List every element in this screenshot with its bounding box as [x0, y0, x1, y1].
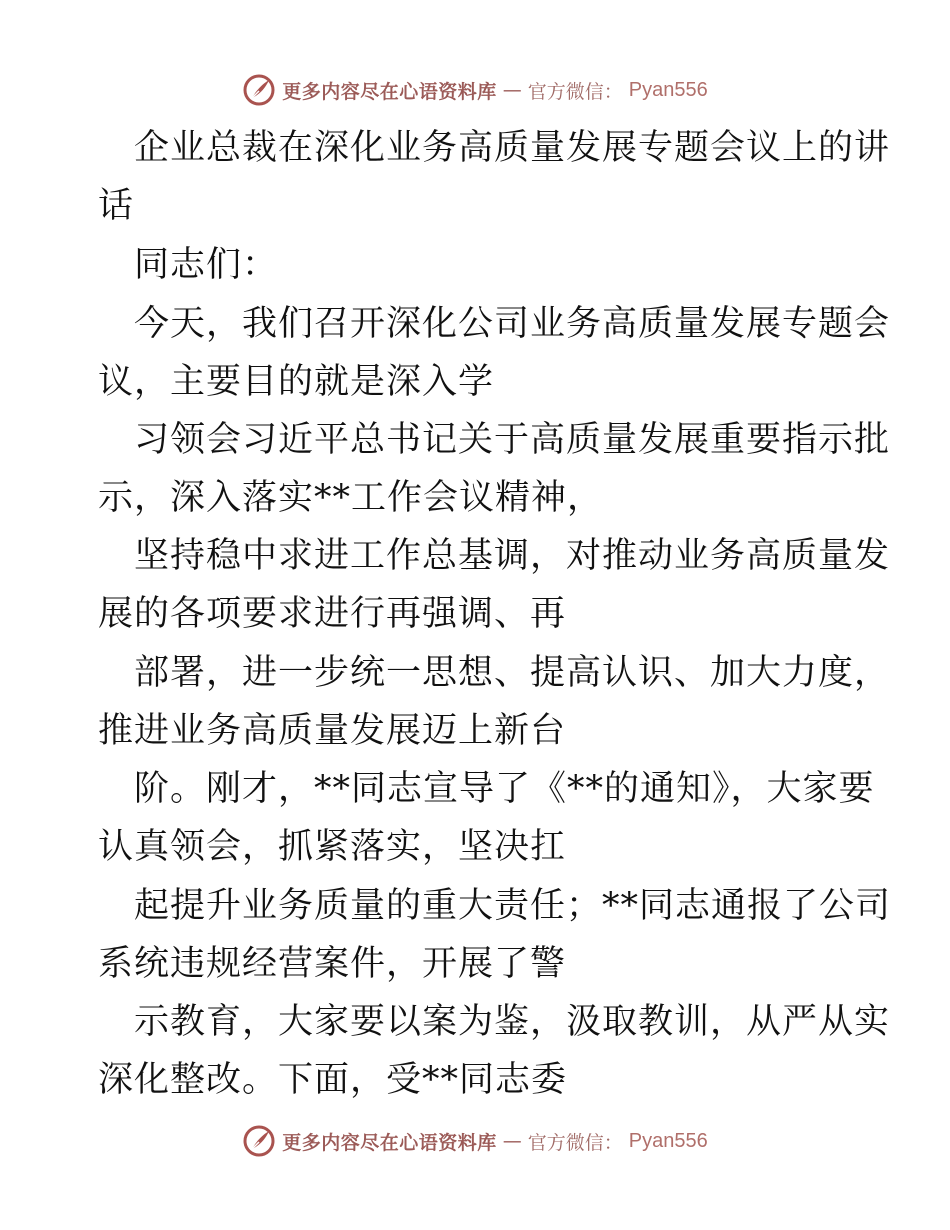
paragraph-line: 坚持稳中求进工作总基调，对推动业务高质量发 — [134, 536, 891, 576]
paragraph-line: 习领会习近平总书记关于高质量发展重要指示批 — [134, 420, 891, 460]
document-title-line-2: 话 — [98, 186, 135, 226]
banner-title: 更多内容尽在心语资料库 — [282, 1131, 497, 1154]
paragraph-line: 推进业务高质量发展迈上新台 — [98, 711, 567, 751]
feather-logo-icon — [242, 73, 276, 107]
footer-banner — [0, 1121, 950, 1161]
banner-dash: — — [502, 1130, 522, 1152]
banner-wechat-id: Pyan556 — [628, 1129, 708, 1152]
paragraph-line: 起提升业务质量的重大责任；**同志通报了公司 — [134, 886, 892, 926]
banner-wechat-label: 官方微信： — [527, 80, 623, 103]
banner-wechat-label: 官方微信： — [527, 1131, 623, 1154]
document-title-line-1: 企业总裁在深化业务高质量发展专题会议上的讲 — [134, 128, 891, 168]
paragraph-line: 认真领会，抓紧落实，坚决扛 — [98, 827, 567, 867]
paragraph-line: 示教育，大家要以案为鉴，汲取教训，从严从实 — [134, 1002, 891, 1042]
paragraph-line: 系统违规经营案件，开展了警 — [98, 944, 567, 984]
banner-title: 更多内容尽在心语资料库 — [282, 80, 497, 103]
feather-logo-icon — [242, 1124, 276, 1158]
paragraph-line: 部署，进一步统一思想、提高认识、加大力度， — [134, 653, 891, 693]
paragraph-line: 深化整改。下面，受**同志委 — [98, 1060, 568, 1100]
header-banner — [0, 70, 950, 110]
banner-dash: — — [502, 79, 522, 101]
salutation: 同志们： — [134, 245, 279, 285]
paragraph-line: 今天，我们召开深化公司业务高质量发展专题会 — [134, 304, 891, 344]
paragraph-line: 阶。刚才，**同志宣导了《**的通知》，大家要 — [134, 769, 875, 809]
paragraph-line: 展的各项要求进行再强调、再 — [98, 594, 567, 634]
banner-wechat-id: Pyan556 — [628, 78, 708, 101]
paragraph-line: 示，深入落实**工作会议精神， — [98, 478, 604, 518]
paragraph-line: 议，主要目的就是深入学 — [98, 362, 495, 402]
